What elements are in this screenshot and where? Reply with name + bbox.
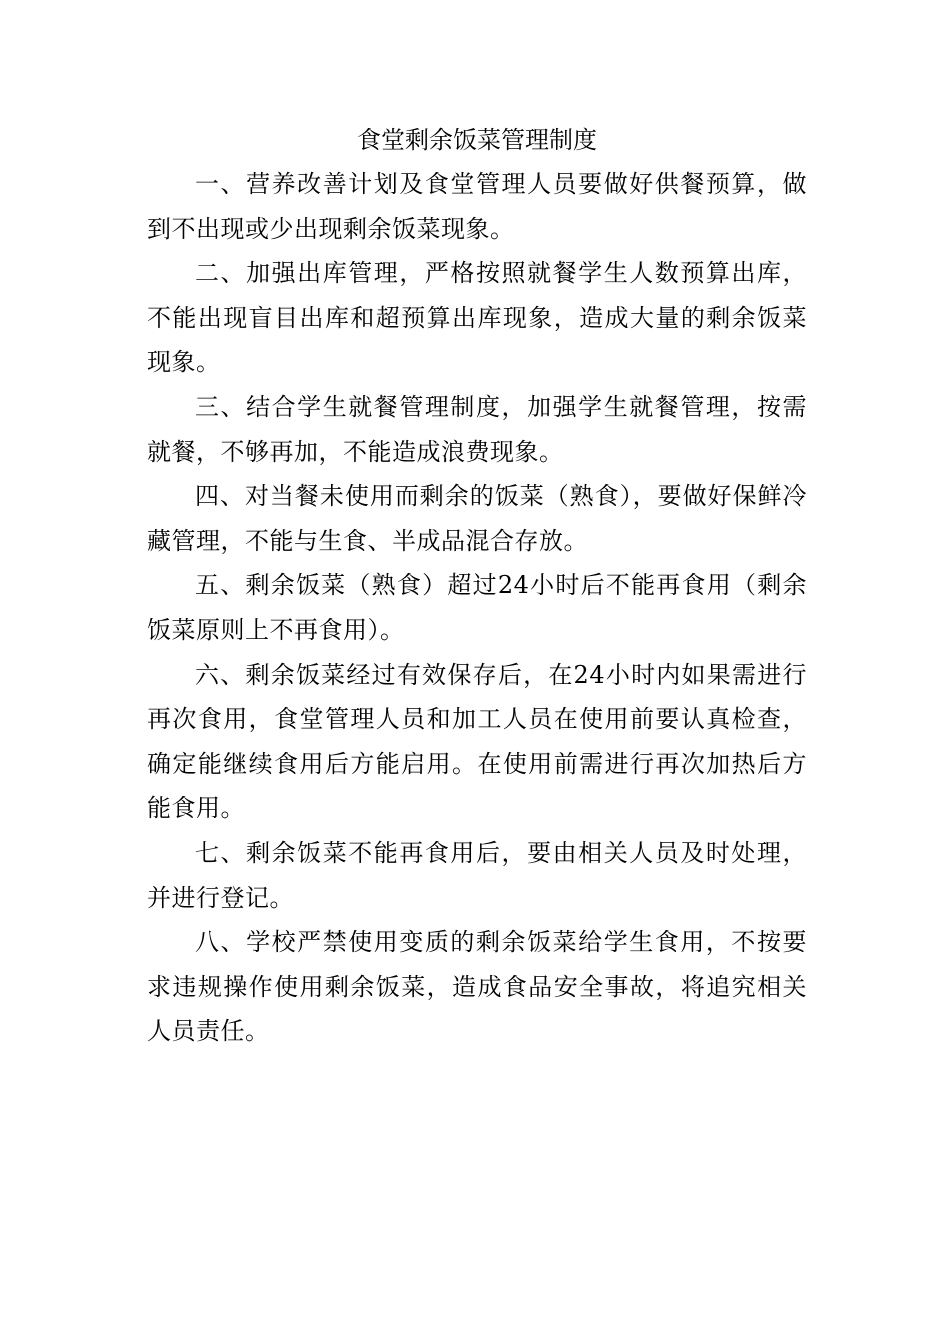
clause-8: 八、学校严禁使用变质的剩余饭菜给学生食用，不按要求违规操作使用剩余饭菜，造成食品安全事故，将追究相关人员责任。 <box>147 928 807 1046</box>
clause-6: 六、剩余饭菜经过有效保存后，在24小时内如果需进行再次食用，食堂管理人员和加工人员在使用前要认真检查，确定能继续食用后方能启用。在使用前需进行再次加热后方能食用。 <box>147 660 807 823</box>
clause-3: 三、结合学生就餐管理制度，加强学生就餐管理，按需就餐，不够再加，不能造成浪费现象。 <box>147 392 807 466</box>
document-title: 食堂剩余饭菜管理制度 <box>357 126 597 154</box>
document-page <box>147 118 807 1054</box>
clause-7: 七、剩余饭菜不能再食用后，要由相关人员及时处理，并进行登记。 <box>147 838 807 912</box>
clause-1: 一、营养改善计划及食堂管理人员要做好供餐预算，做到不出现或少出现剩余饭菜现象。 <box>147 170 807 243</box>
clause-5: 五、剩余饭菜（熟食）超过24小时后不能再食用（剩余饭菜原则上不再食用）。 <box>147 571 807 644</box>
clause-2: 二、加强出库管理，严格按照就餐学生人数预算出库，不能出现盲目出库和超预算出库现象，造成大量的剩余饭菜现象。 <box>147 259 807 377</box>
clause-4: 四、对当餐未使用而剩余的饭菜（熟食），要做好保鲜冷藏管理，不能与生食、半成品混合存放。 <box>147 482 807 555</box>
